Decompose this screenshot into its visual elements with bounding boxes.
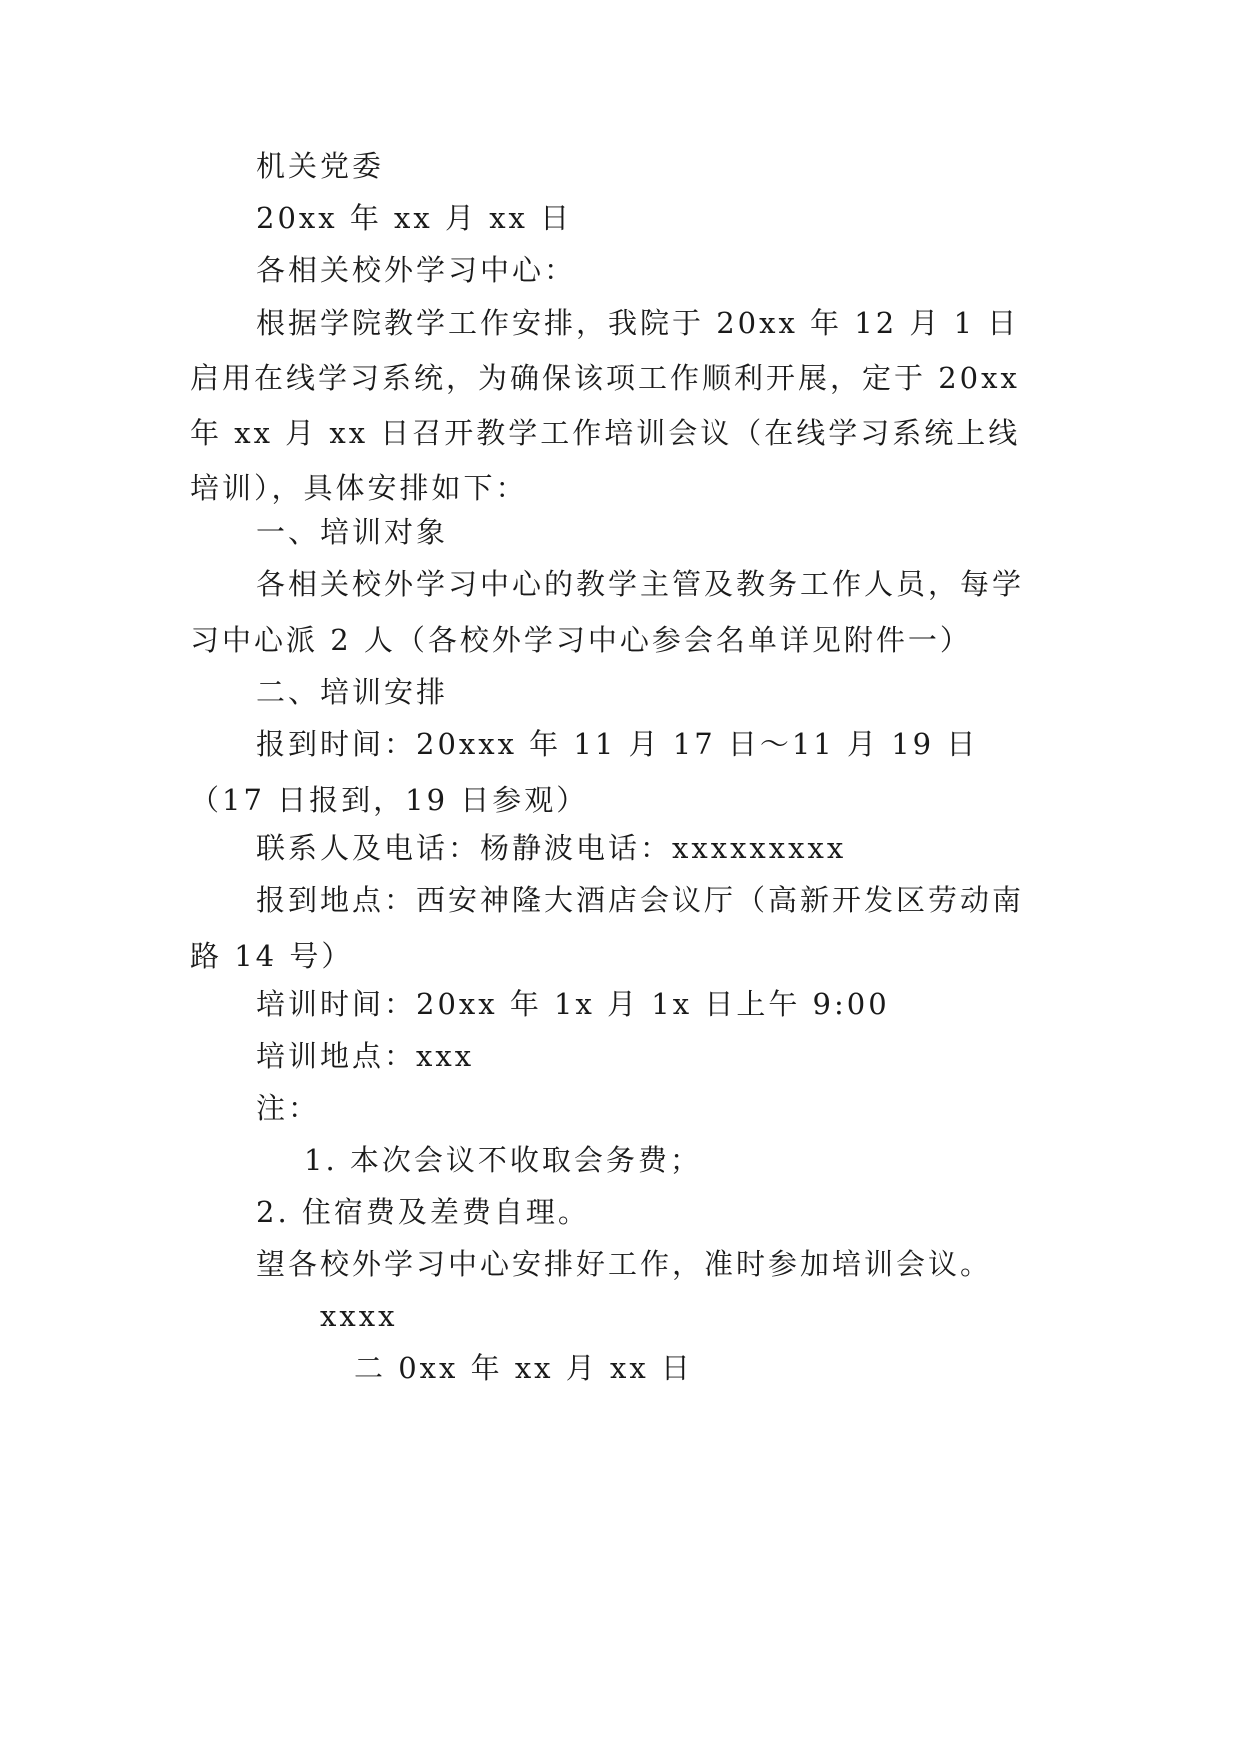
note-item-2: 2. 住宿费及差费自理。 [256,1195,590,1229]
salutation: 各相关校外学习中心： [256,253,577,287]
closing-sentence: 望各校外学习中心安排好工作，准时参加培训会议。 [256,1247,993,1281]
training-place: 培训地点：xxx [256,1039,475,1073]
note-label: 注： [256,1091,321,1125]
intro-paragraph: 根据学院教学工作安排，我院于 20xx 年 12 月 1 日启用在线学习系统，为确保该项工作顺利开展，定于 20xx 年 xx 月 xx 日召开教学工作培训会议（在线学习系统上线培训），具体安排如下： [190,306,1021,505]
training-time: 培训时间：20xx 年 1x 月 1x 日上午 9:00 [256,987,890,1021]
report-place: 报到地点：西安神隆大酒店会议厅（高新开发区劳动南路 14 号） [190,883,1025,973]
section2-title: 二、培训安排 [256,675,449,709]
contact-info: 联系人及电话：杨静波电话：xxxxxxxxx [256,831,847,865]
section1-title: 一、培训对象 [256,515,449,549]
signature-name: xxxx [320,1299,398,1333]
org-name: 机关党委 [256,149,385,183]
report-time: 报到时间：20xxx 年 11 月 17 日～11 月 19 日（17 日报到，19 日参观） [190,727,979,817]
section1-text: 各相关校外学习中心的教学主管及教务工作人员，每学习中心派 2 人（各校外学习中心参会名单详见附件一） [190,567,1025,657]
header-date: 20xx 年 xx 月 xx 日 [256,201,573,235]
signature-date: 二 0xx 年 xx 月 xx 日 [354,1351,693,1385]
note-item-1: 1. 本次会议不收取会务费； [304,1143,702,1177]
